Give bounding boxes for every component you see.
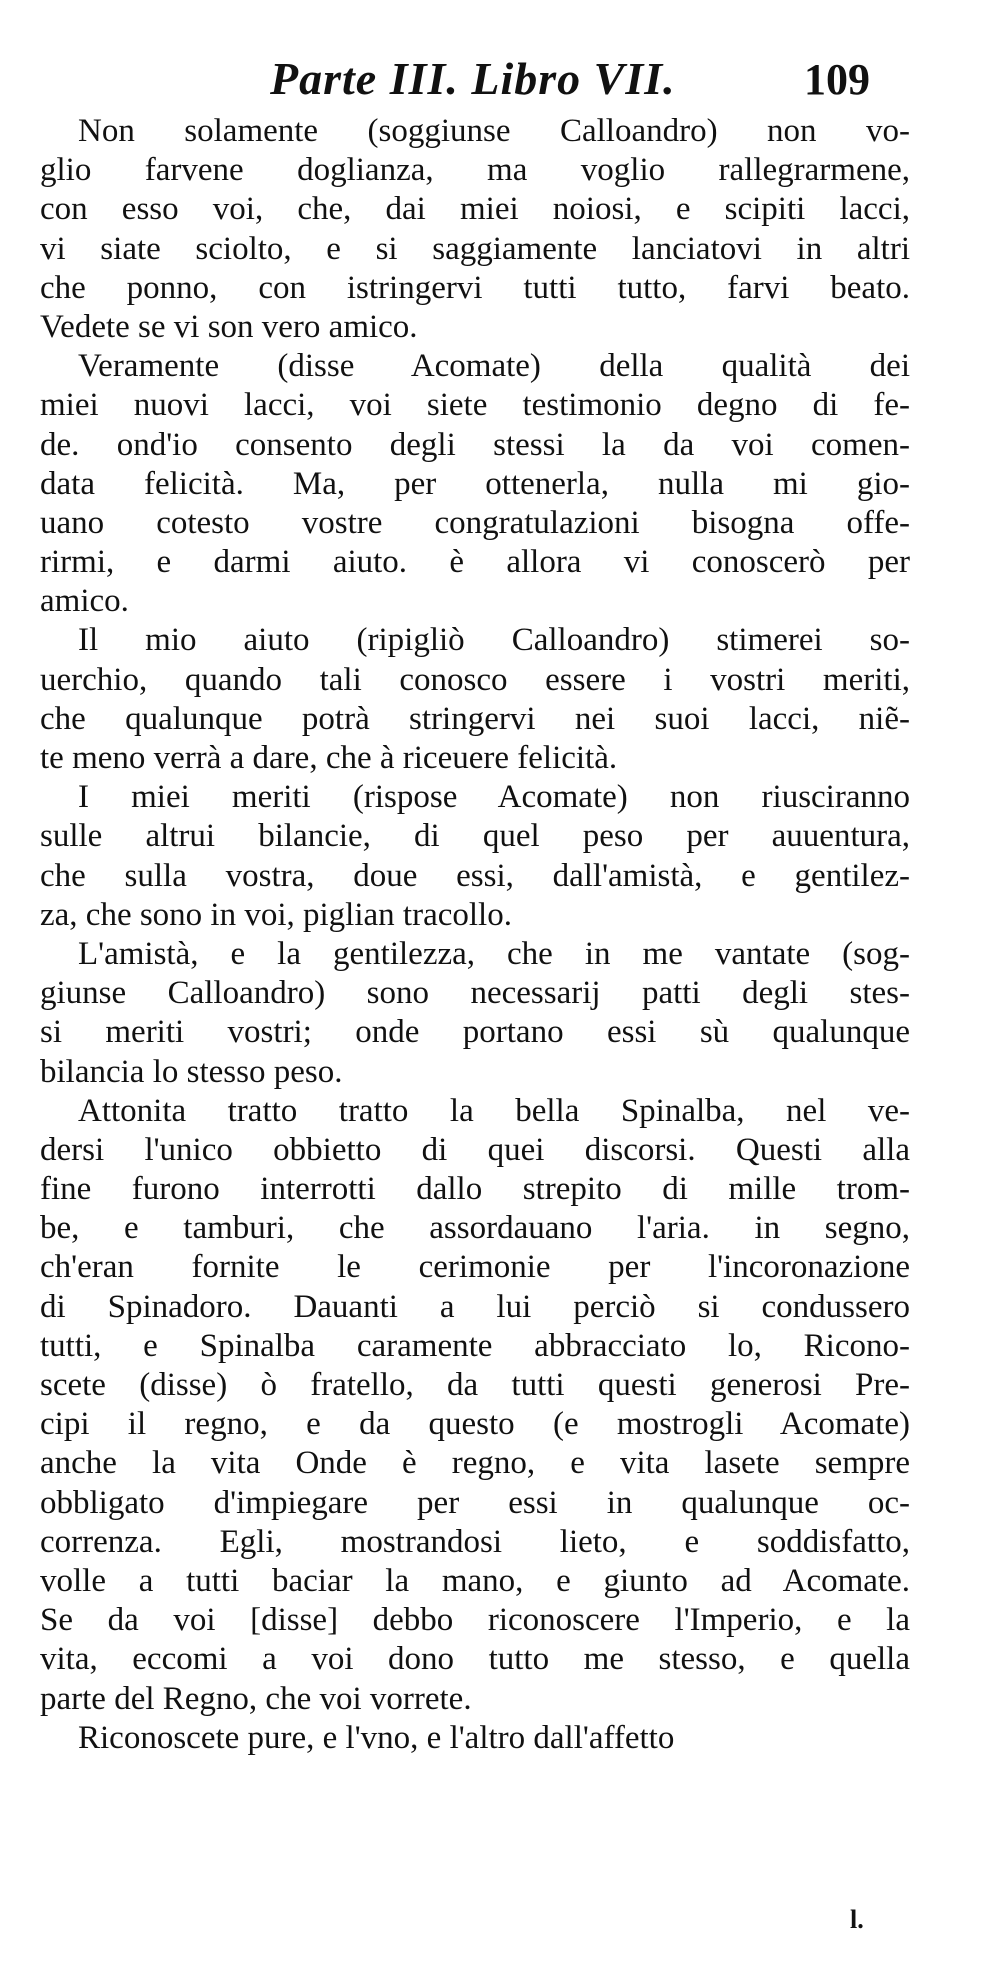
- text-line: Il mio aiuto (ripigliò Calloandro) stimerei so-: [78, 622, 910, 659]
- paragraph: [40, 935, 910, 1092]
- text-line: amico.: [40, 583, 129, 620]
- catchword: l.: [850, 1905, 864, 1934]
- text-line: uano cotesto vostre congratulazioni bisogna offe-: [40, 504, 910, 541]
- text-line: miei nuovi lacci, voi siete testimonio degno di fe-: [40, 387, 910, 424]
- text-line: volle a tutti baciar la mano, e giunto ad Acomate.: [40, 1562, 910, 1599]
- text-line: che qualunque potrà stringervi nei suoi lacci, niẽ-: [40, 700, 910, 737]
- page-number: 109: [804, 55, 870, 104]
- paragraph: [40, 1092, 910, 1719]
- paragraph: [40, 621, 910, 778]
- text-line: Non solamente (soggiunse Calloandro) non vo-: [78, 113, 910, 149]
- text-line: I miei meriti (rispose Acomate) non riusciranno: [78, 779, 910, 816]
- text-line: tutti, e Spinalba caramente abbracciato lo, Ricono-: [40, 1327, 910, 1364]
- text-line: vita, eccomi a voi dono tutto me stesso, e quella: [40, 1641, 910, 1678]
- text-line: L'amistà, e la gentilezza, che in me vantate (sog-: [78, 935, 910, 972]
- text-line: anche la vita Onde è regno, e vita lasete sempre: [40, 1445, 910, 1482]
- body-text: [40, 112, 910, 1758]
- text-line: data felicità. Ma, per ottenerla, nulla mi gio-: [40, 465, 910, 502]
- text-line: di Spinadoro. Dauanti a lui perciò si condussero: [40, 1288, 910, 1325]
- paragraph: [40, 1719, 910, 1758]
- text-line: obbligato d'impiegare per essi in qualunque oc-: [40, 1484, 910, 1521]
- text-line: fine furono interrotti dallo strepito di mille trom-: [40, 1171, 910, 1208]
- text-line: vi siate sciolto, e si saggiamente lanciatovi in altri: [40, 230, 910, 267]
- text-line: che sulla vostra, doue essi, dall'amistà, e gentilez-: [40, 857, 910, 894]
- text-line: Riconoscete pure, e l'vno, e l'altro dall'affetto: [78, 1719, 675, 1756]
- text-line: te meno verrà a dare, che à riceuere felicità.: [40, 740, 618, 776]
- text-line: si meriti vostri; onde portano essi sù qualunque: [40, 1014, 910, 1051]
- text-line: ch'eran fornite le cerimonie per l'incoronazione: [40, 1249, 910, 1286]
- text-line: con esso voi, che, dai miei noiosi, e scipiti lacci,: [40, 191, 910, 228]
- text-line: dersi l'unico obbietto di quei discorsi. Questi alla: [40, 1131, 910, 1168]
- text-line: Veramente (disse Acomate) della qualità dei: [78, 348, 910, 385]
- text-line: uerchio, quando tali conosco essere i vostri meriti,: [40, 661, 910, 698]
- paragraph: [40, 112, 910, 347]
- text-line: sulle altrui bilancie, di quel peso per auuentura,: [40, 818, 910, 855]
- page-header: [270, 52, 890, 112]
- running-head: Parte III. Libro VII.: [270, 53, 676, 104]
- paragraph: [40, 347, 910, 621]
- text-line: scete (disse) ò fratello, da tutti questi generosi Pre-: [40, 1367, 910, 1403]
- text-line: za, che sono in voi, piglian tracollo.: [40, 896, 512, 933]
- text-line: giunse Calloandro) sono necessarij patti degli stes-: [40, 975, 910, 1012]
- text-line: cipi il regno, e da questo (e mostrogli Acomate): [40, 1406, 910, 1443]
- text-line: glio farvene doglianza, ma voglio rallegrarmene,: [40, 152, 910, 189]
- text-line: che ponno, con istringervi tutti tutto, farvi beato.: [40, 269, 910, 306]
- text-line: rirmi, e darmi aiuto. è allora vi conoscerò per: [40, 544, 910, 581]
- paragraph: [40, 778, 910, 935]
- text-line: bilancia lo stesso peso.: [40, 1053, 343, 1090]
- text-line: de. ond'io consento degli stessi la da voi comen-: [40, 426, 910, 463]
- text-line: parte del Regno, che voi vorrete.: [40, 1680, 472, 1717]
- text-line: Attonita tratto tratto la bella Spinalba, nel ve-: [78, 1092, 910, 1129]
- text-line: be, e tamburi, che assordauano l'aria. in segno,: [40, 1210, 910, 1247]
- text-line: Vedete se vi son vero amico.: [40, 308, 418, 345]
- text-line: Se da voi [disse] debbo riconoscere l'Imperio, e la: [40, 1602, 910, 1639]
- text-line: correnza. Egli, mostrandosi lieto, e soddisfatto,: [40, 1523, 910, 1560]
